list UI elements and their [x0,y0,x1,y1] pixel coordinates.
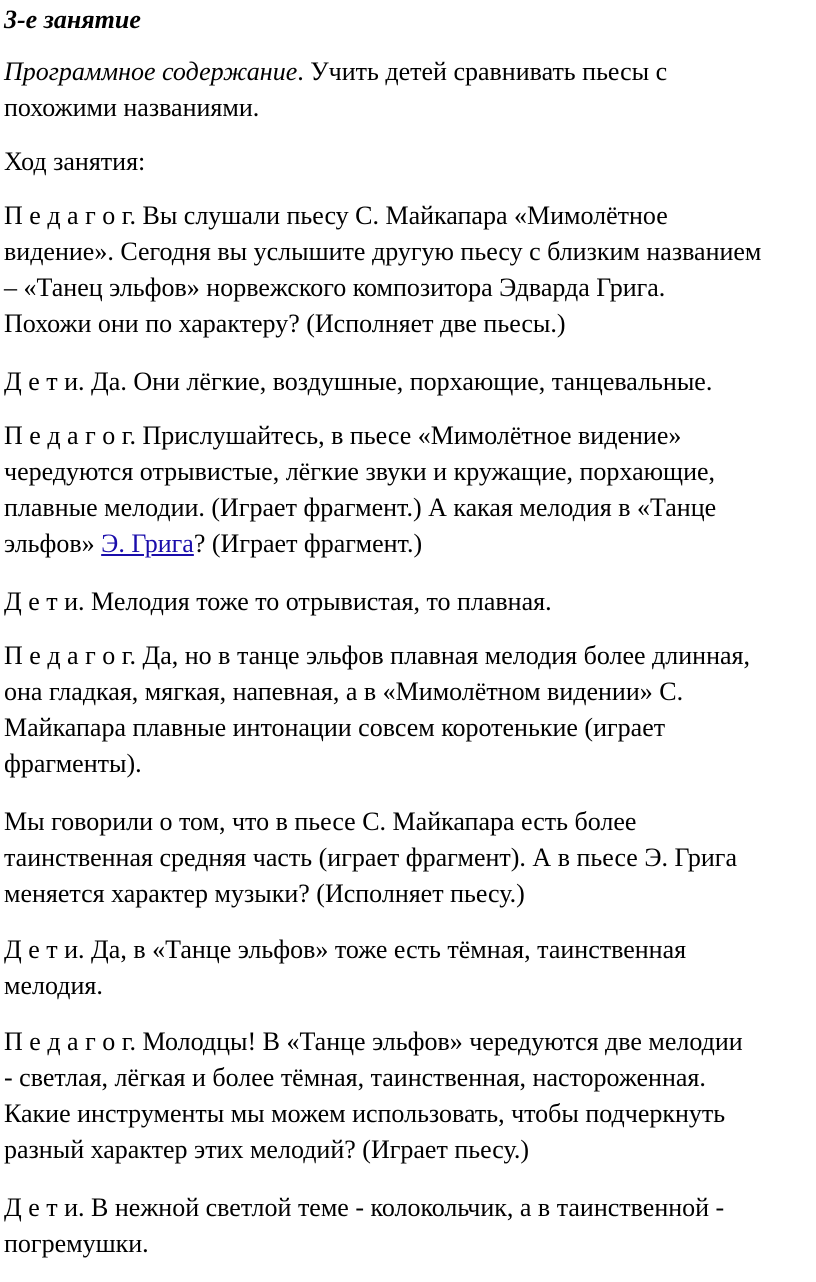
teacher-paragraph-2 [4,418,816,562]
program-content-text: . Учить детей сравнивать пьесы с похожими названиями. [4,57,668,122]
program-content-label: Программное содержание [4,57,298,86]
teacher-paragraph-2-tail: ? (Играет фрагмент.) [193,529,423,558]
teacher-paragraph-3: П е д а г о г. Да, но в танце эльфов плавная мелодия более длинная, она гладкая, мягкая, напевная, а в «Мимолётном видении» С. Майкапара плавные интонации совсем коротенькие (играет фрагменты). [4,641,751,778]
teacher-paragraph-5: П е д а г о г. Молодцы! В «Танце эльфов» чередуются две мелодии - светлая, лёгкая и более тёмная, таинственная, настороженная. Какие инструменты мы можем использовать, чтобы подчеркнуть разный характер этих мелодий? (Играет пьесу.) [4,1027,743,1164]
children-paragraph-2: Д е т и. Мелодия тоже то отрывистая, то плавная. [4,587,552,616]
teacher-paragraph-4: Мы говорили о том, что в пьесе С. Майкапара есть более таинственная средняя часть (играет фрагмент). А в пьесе Э. Грига меняется характер музыки? (Исполняет пьесу.) [4,807,738,908]
grieg-link[interactable]: Э. Грига [101,529,194,558]
children-paragraph-4: Д е т и. В нежной светлой теме - колокольчик, а в таинственной - погремушки. [4,1193,725,1258]
children-paragraph-1: Д е т и. Да. Они лёгкие, воздушные, порхающие, танцевальные. [4,367,713,396]
children-paragraph-3: Д е т и. Да, в «Танце эльфов» тоже есть тёмная, таинственная мелодия. [4,935,687,1000]
program-content-paragraph [4,54,816,126]
teacher-paragraph-1: П е д а г о г. Вы слушали пьесу С. Майкапара «Мимолётное видение». Сегодня вы услышите другую пьесу с близким названием – «Танец эльфов» норвежского композитора Эдварда Грига. Похожи они по характеру? (Исполняет две пьесы.) [4,201,762,338]
lesson-progress-heading: Ход занятия: [4,147,146,176]
lesson-title: 3-е занятие [4,5,141,34]
teacher-paragraph-2-text: П е д а г о г. Прислушайтесь, в пьесе «Мимолётное видение» чередуются отрывистые, лёгкие звуки и кружащие, порхающие, плавные мелодии. (Играет фрагмент.) А какая мелодия в «Танце эльфов» [4,421,717,558]
